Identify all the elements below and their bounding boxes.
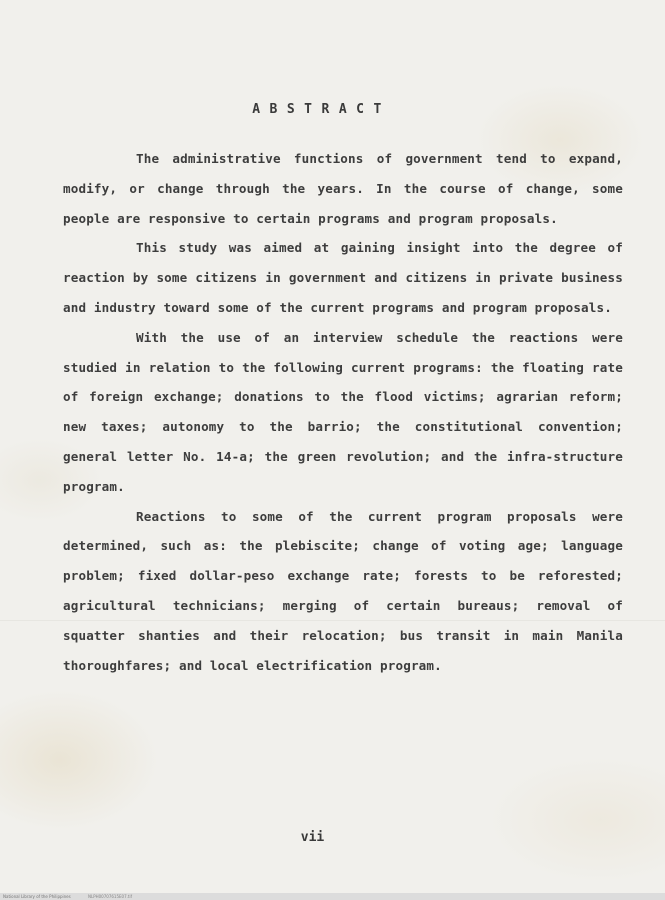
abstract-paragraph-3: With the use of an interview schedule the reactions were studied in relation to the following current programs: the floating rate of foreign exchange; donations to the flood victims; agrarian reform; new taxes; autonomy to the barrio; the constitutional convention; general letter No. 14-a; the green revolution; and the infra-structure program. (63, 329, 623, 494)
footer-file-code: NLPH00707615E07.tif (88, 894, 132, 899)
abstract-heading: ABSTRACT (252, 102, 391, 117)
abstract-paragraph-2: This study was aimed at gaining insight into the degree of reaction by some citizens in government and citizens in private business and industry toward some of the current programs and program proposals. (63, 240, 623, 315)
abstract-paragraph-1: The administrative functions of government tend to expand, modify, or change through the years. In the course of change, some people are responsive to certain programs and program proposals. (63, 151, 623, 226)
abstract-body (63, 144, 623, 680)
page-number: vii (300, 830, 325, 845)
footer-credit: National Library of the Philippines (3, 894, 71, 899)
abstract-paragraph-4: Reactions to some of the current program proposals were determined, such as: the plebiscite; change of voting age; language problem; fixed dollar-peso exchange rate; forests to be reforested; agricultural technicians; merging of certain bureaus; removal of squatter shanties and their relocation; bus transit in main Manila thoroughfares; and local electrification program. (63, 508, 623, 673)
scan-footer (0, 893, 665, 900)
